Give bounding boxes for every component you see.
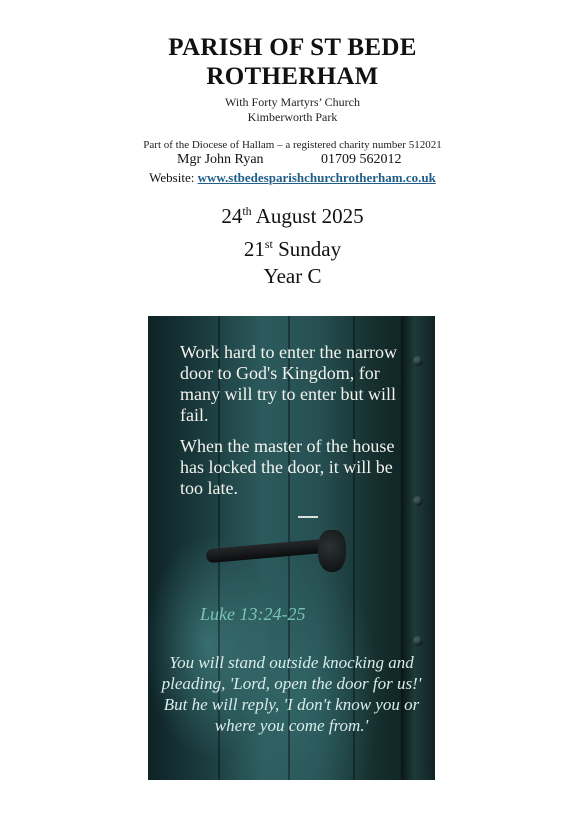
- keyhole-mark: [298, 516, 318, 518]
- parish-title-line2: ROTHERHAM: [206, 63, 379, 90]
- priest-name: Mgr John Ryan: [177, 152, 264, 167]
- parish-title-line1: PARISH OF ST BEDE: [168, 34, 417, 61]
- phone-number: 01709 562012: [321, 152, 402, 167]
- place-subtitle: Kimberworth Park: [247, 110, 338, 124]
- door-handle-plate: [318, 530, 346, 572]
- liturgical-year: Year C: [263, 264, 322, 288]
- service-date: [0, 204, 585, 228]
- church-subtitle: With Forty Martyrs’ Church: [225, 95, 360, 109]
- website-label: Website:: [149, 170, 195, 185]
- scripture-verse: You will stand outside knocking and pleading, 'Lord, open the door for us!' But he will reply, 'I don't know you or where you come from.': [161, 653, 422, 735]
- website-line: [0, 170, 585, 185]
- door-handle: [206, 539, 327, 563]
- sunday-suffix: st: [264, 237, 273, 251]
- poster-quote-1: Work hard to enter the narrow door to God's Kingdom, for many will try to enter but will fail.: [180, 342, 397, 425]
- website-link[interactable]: www.stbedesparishchurchrotherham.co.uk: [197, 170, 436, 185]
- date-month-year: August 2025: [251, 204, 364, 228]
- poster-quote-2: When the master of the house has locked the door, it will be too late.: [180, 436, 395, 498]
- sunday-word: Sunday: [272, 237, 342, 261]
- gospel-poster: [148, 316, 435, 780]
- date-day: 24: [221, 204, 243, 228]
- date-day-suffix: th: [242, 204, 252, 218]
- diocese-line: Part of the Diocese of Hallam – a registered charity number 512021: [143, 139, 442, 151]
- sunday-label: [0, 237, 585, 261]
- scripture-reference: Luke 13:24-25: [200, 604, 306, 624]
- door-stud: [413, 636, 423, 646]
- sunday-number: 21: [243, 237, 265, 261]
